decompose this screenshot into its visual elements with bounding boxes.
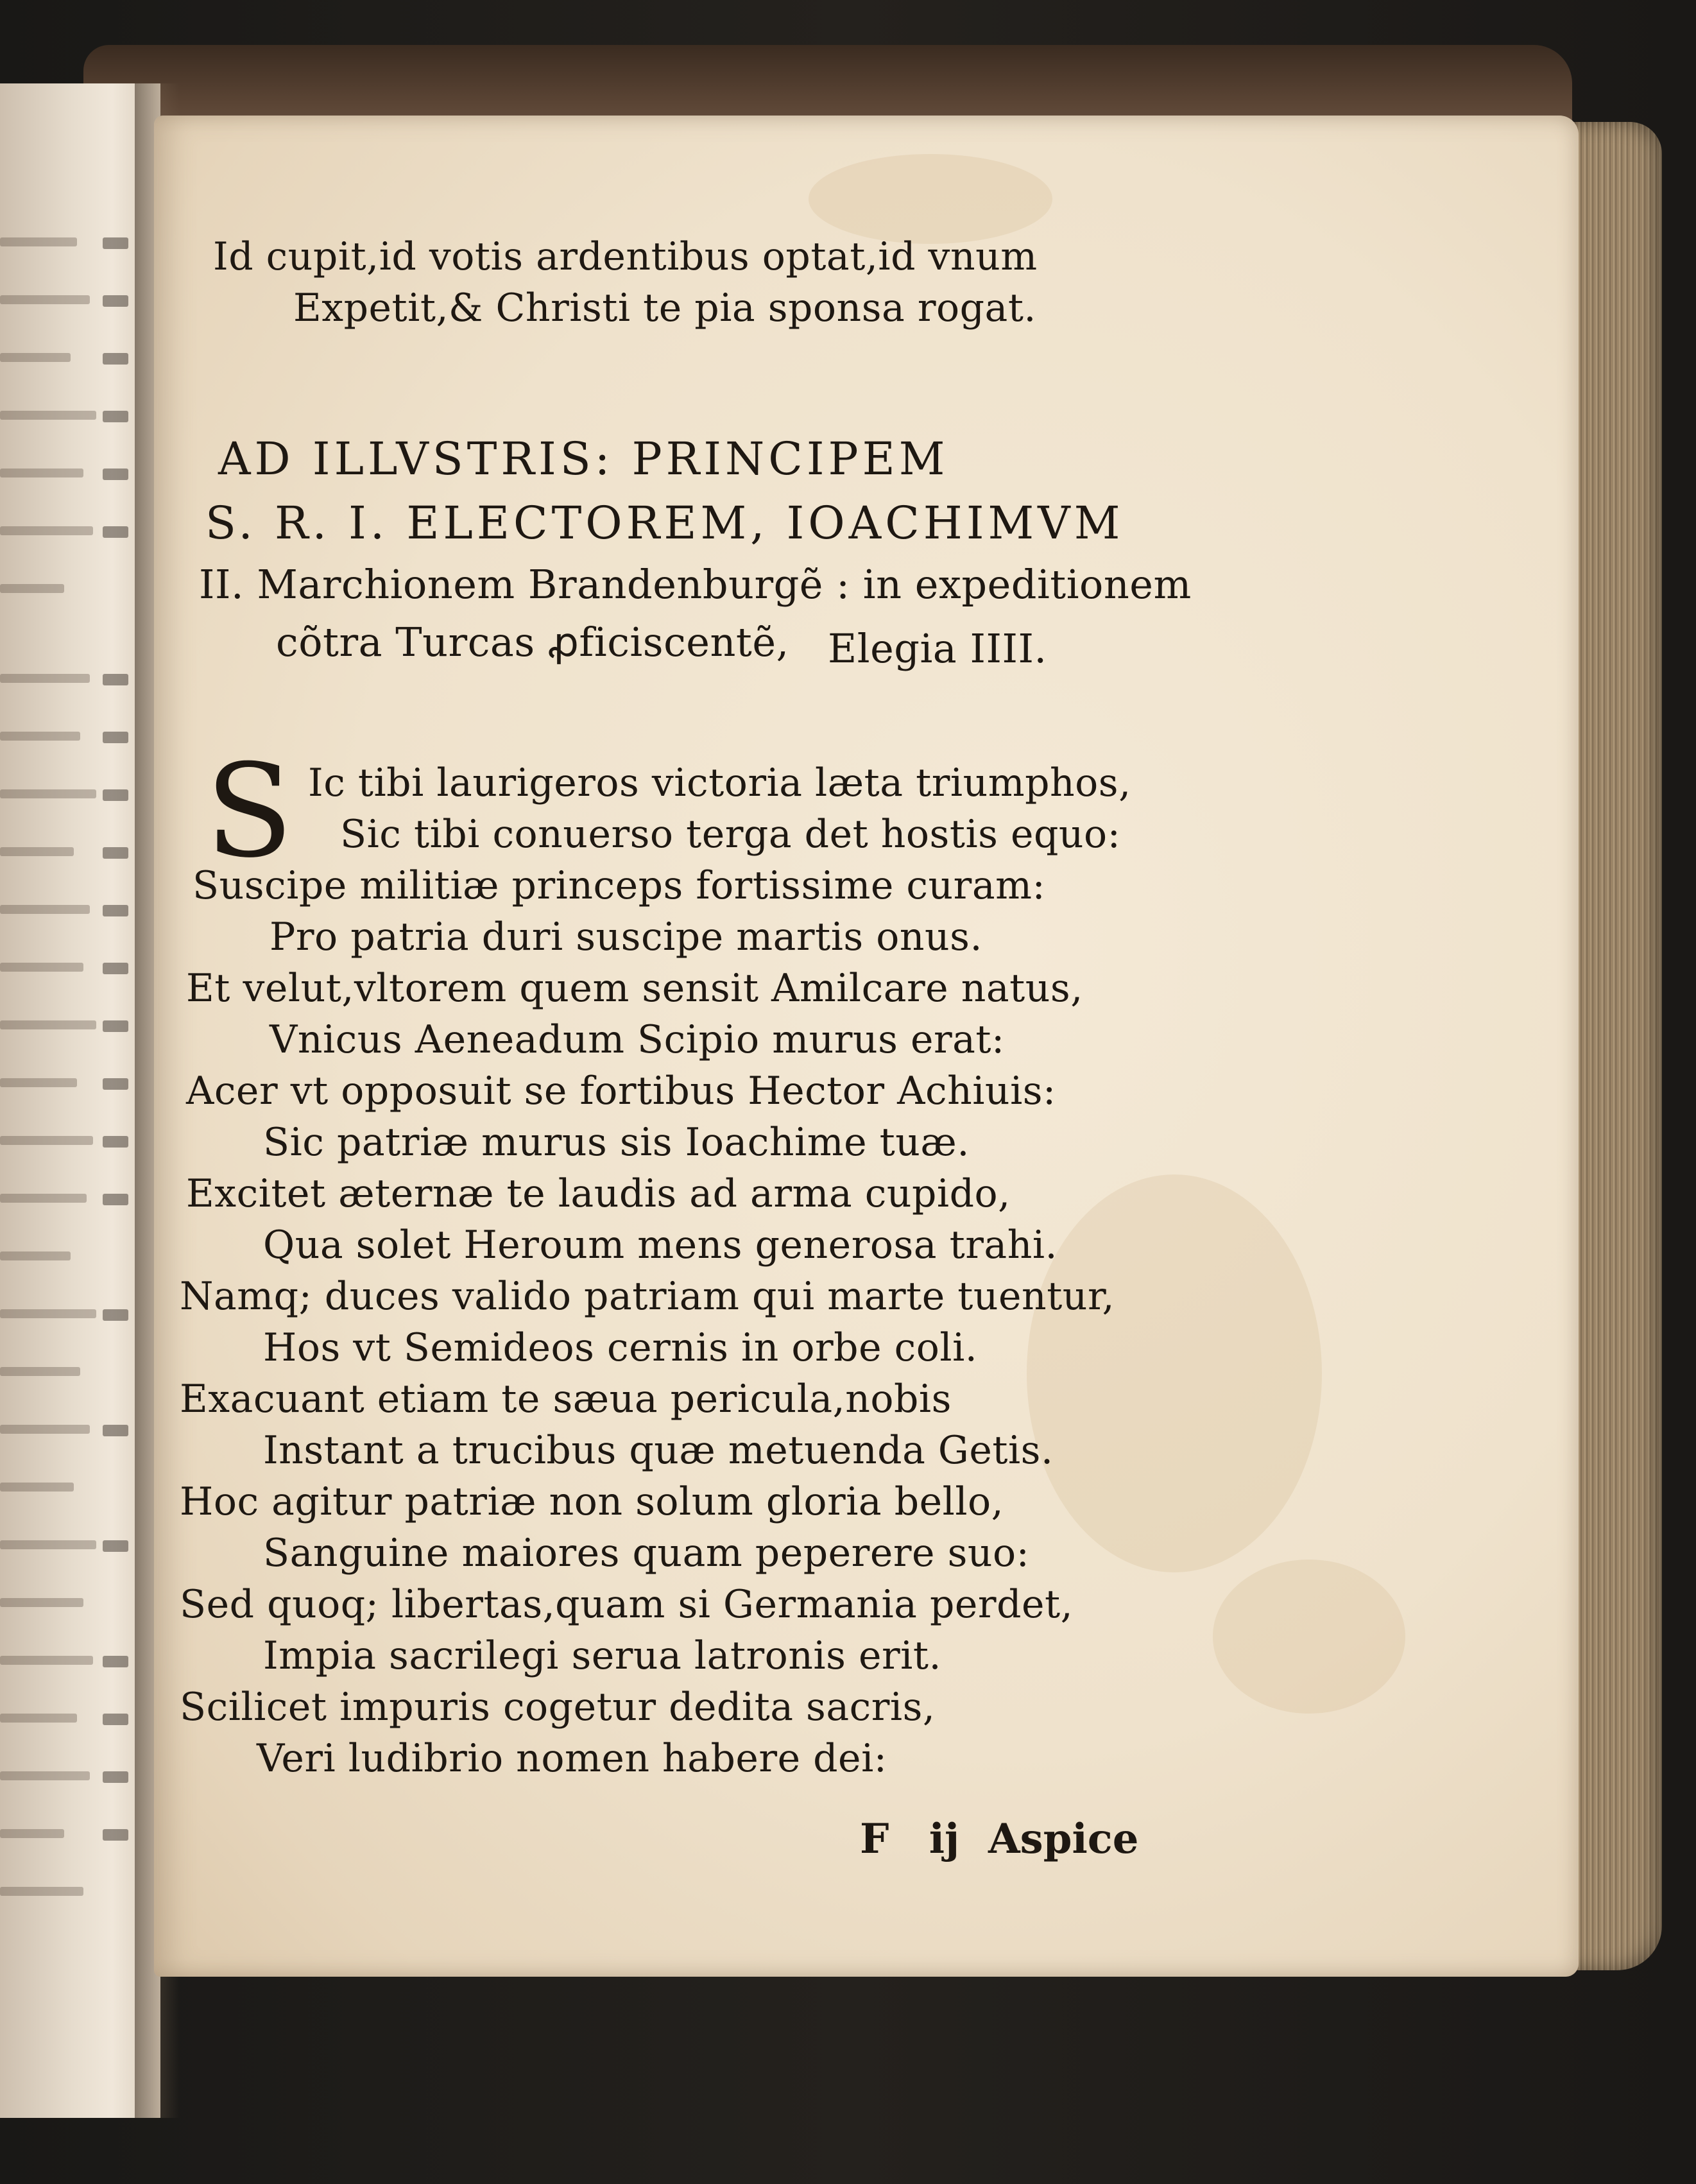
left-page-number-fragment <box>103 411 128 422</box>
verse-line: Id cupit,id votis ardentibus optat,id vnum <box>213 234 1038 279</box>
left-page-text-fragment <box>0 1887 83 1896</box>
catchword: Aspice <box>988 1815 1139 1863</box>
left-page-number-fragment <box>103 237 128 249</box>
left-page-number-fragment <box>103 1020 128 1032</box>
elegy-line: Instant a trucibus quæ metuenda Getis. <box>263 1428 1054 1473</box>
elegy-line: Veri ludibrio nomen habere dei: <box>257 1736 887 1781</box>
elegy-line: Vnicus Aeneadum Scipio murus erat: <box>270 1017 1005 1062</box>
left-page-text-fragment <box>0 674 90 683</box>
elegy-line: Sic patriæ murus sis Ioachime tuæ. <box>263 1120 970 1165</box>
elegy-number: Elegia IIII. <box>828 625 1047 672</box>
left-page-text-fragment <box>0 526 93 535</box>
elegy-line: Qua solet Heroum mens generosa trahi. <box>263 1223 1058 1268</box>
elegy-line: Sic tibi conuerso terga det hostis equo: <box>340 812 1121 857</box>
left-page-number-fragment <box>103 1309 128 1321</box>
left-page-number-fragment <box>103 1078 128 1090</box>
left-page-text-fragment <box>0 1714 77 1723</box>
elegy-line: Hoc agitur patriæ non solum gloria bello, <box>180 1479 1004 1524</box>
left-page-text-fragment <box>0 1136 93 1145</box>
left-page-number-fragment <box>103 469 128 480</box>
left-page-number-fragment <box>103 353 128 365</box>
left-page-text-fragment <box>0 295 90 304</box>
left-page-text-fragment <box>0 1598 83 1607</box>
elegy-line: Excitet æternæ te laudis ad arma cupido, <box>186 1171 1011 1216</box>
left-page-text-fragment <box>0 584 64 593</box>
left-page-text-fragment <box>0 411 96 420</box>
left-page-text-fragment <box>0 1367 80 1376</box>
left-page-text-fragment <box>0 905 90 914</box>
left-page-text-fragment <box>0 1251 71 1260</box>
left-page-number-fragment <box>103 1425 128 1436</box>
left-page-number-fragment <box>103 674 128 685</box>
heading-line: II. Marchionem Brandenburgẽ : in expeditionem <box>199 561 1192 608</box>
elegy-line: Suscipe militiæ princeps fortissime curam: <box>193 863 1046 908</box>
left-page-text-fragment <box>0 963 83 972</box>
elegy-line: Sed quoq; libertas,quam si Germania perdet, <box>180 1582 1074 1627</box>
left-page-number-fragment <box>103 295 128 307</box>
right-page <box>154 116 1579 1977</box>
page-text <box>154 116 1579 1977</box>
left-page-number-fragment <box>103 1540 128 1552</box>
left-page-text-fragment <box>0 1194 87 1203</box>
left-page-text-fragment <box>0 237 77 246</box>
elegy-line: Hos vt Semideos cernis in orbe coli. <box>263 1325 978 1370</box>
left-page-number-fragment <box>103 789 128 801</box>
left-page-text-fragment <box>0 1656 93 1665</box>
left-page-number-fragment <box>103 732 128 743</box>
heading-line: S. R. I. ELECTOREM, IOACHIMVM <box>205 497 1124 549</box>
left-page-text-fragment <box>0 1020 96 1029</box>
left-page-text-fragment <box>0 1771 90 1780</box>
left-page-number-fragment <box>103 1829 128 1841</box>
elegy-line: Sanguine maiores quam peperere suo: <box>263 1531 1030 1576</box>
left-page-number-fragment <box>103 905 128 916</box>
left-page-text-fragment <box>0 1425 90 1434</box>
left-page-number-fragment <box>103 1656 128 1667</box>
elegy-line: Acer vt opposuit se fortibus Hector Achiuis: <box>186 1069 1056 1113</box>
elegy-line: Namq; duces valido patriam qui marte tuentur, <box>180 1274 1115 1319</box>
elegy-line: Impia sacrilegi serua latronis erit. <box>263 1633 942 1678</box>
left-page-number-fragment <box>103 1771 128 1783</box>
left-page-number-fragment <box>103 963 128 974</box>
left-page-text-fragment <box>0 1483 74 1492</box>
left-page-number-fragment <box>103 1136 128 1148</box>
left-page-text-fragment <box>0 847 74 856</box>
drop-cap: S <box>205 737 294 886</box>
left-page-text-fragment <box>0 469 83 477</box>
verse-line: Expetit,& Christi te pia sponsa rogat. <box>293 286 1037 331</box>
left-page-text-fragment <box>0 1540 96 1549</box>
elegy-line: Ic tibi laurigeros victoria læta triumphos, <box>308 761 1131 805</box>
left-page-text-fragment <box>0 353 71 362</box>
elegy-line: Pro patria duri suscipe martis onus. <box>270 915 983 959</box>
page-fore-edge <box>1566 122 1662 1970</box>
left-page-number-fragment <box>103 1714 128 1725</box>
left-page-number-fragment <box>103 526 128 538</box>
left-page-number-fragment <box>103 1194 128 1205</box>
left-page-text-fragment <box>0 1309 96 1318</box>
heading-line: cõtra Turcas ꝓficiscentẽ, <box>276 619 789 666</box>
heading-line: AD ILLVSTRIS: PRINCIPEM <box>218 433 949 485</box>
left-page-text-fragment <box>0 789 96 798</box>
elegy-line: Scilicet impuris cogetur dedita sacris, <box>180 1685 936 1730</box>
left-page-text-fragment <box>0 1078 77 1087</box>
elegy-line: Exacuant etiam te sæua pericula,nobis <box>180 1377 952 1422</box>
signature-mark: F ij <box>860 1815 960 1863</box>
left-page-text-fragment <box>0 1829 64 1838</box>
left-page-text-fragment <box>0 732 80 741</box>
elegy-line: Et velut,vltorem quem sensit Amilcare natus, <box>186 966 1083 1011</box>
left-page-number-fragment <box>103 847 128 859</box>
